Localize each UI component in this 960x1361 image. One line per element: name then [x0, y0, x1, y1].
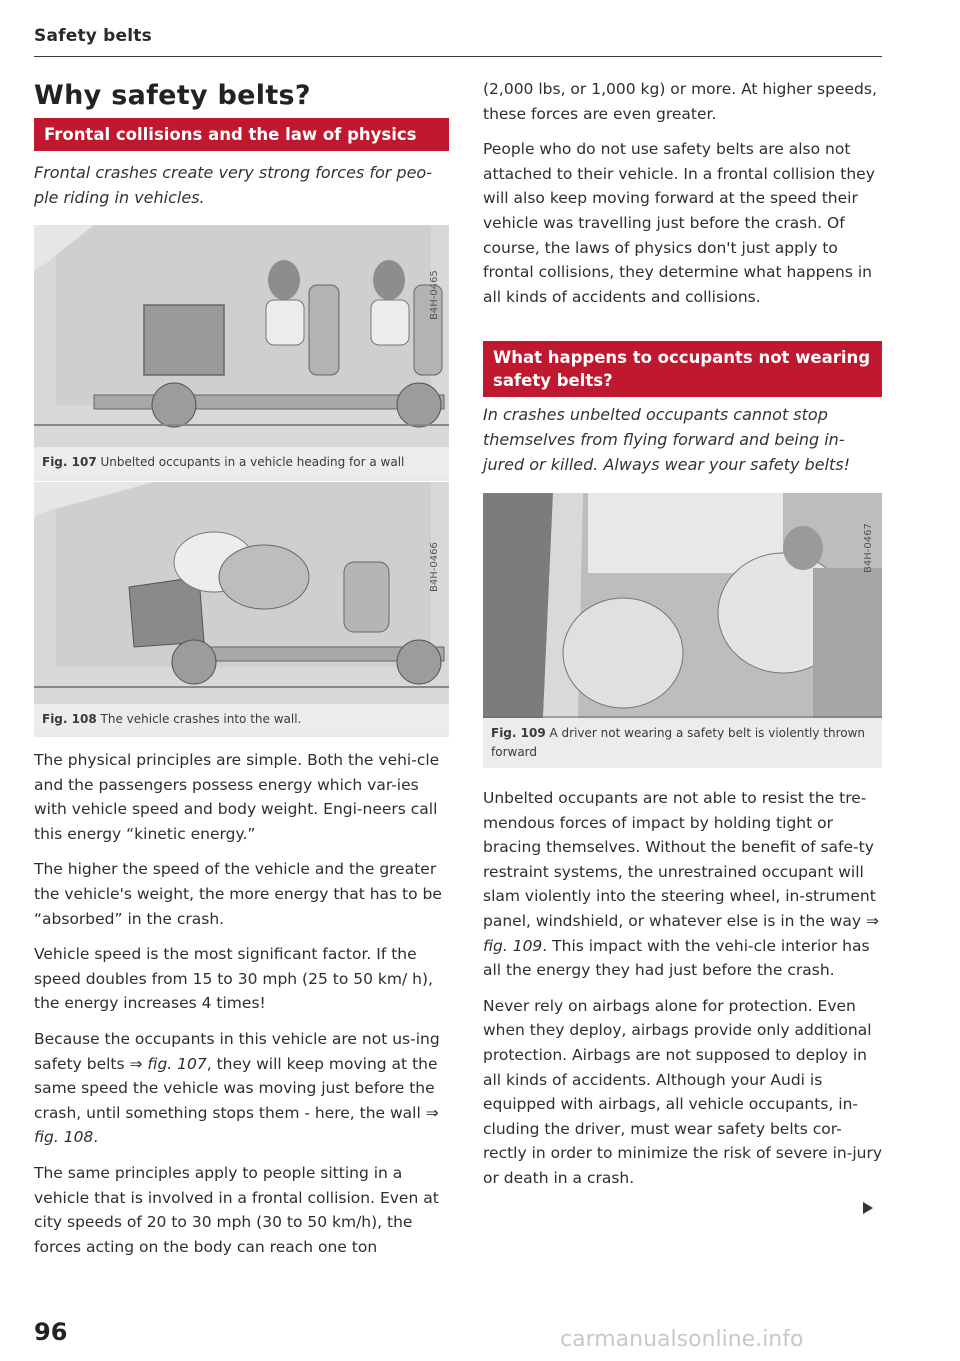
lead-frontal: Frontal crashes create very strong forces for peo-ple riding in vehicles. [34, 163, 432, 207]
fig108-caption-block [34, 704, 449, 735]
fig108-code: B4H-0466 [429, 542, 440, 592]
bar-frontal-collisions: Frontal collisions and the law of physics [34, 118, 449, 151]
fig107-number: Fig. 107 [42, 455, 97, 469]
figure-107 [34, 225, 449, 481]
paragraph-force-continued: (2,000 lbs, or 1,000 kg) or more. At higher speeds, these forces are even greater. [483, 80, 877, 123]
fig108-caption: The vehicle crashes into the wall. [100, 712, 302, 726]
fig107-caption-block [34, 447, 449, 478]
fig107-code: B4H-0465 [429, 270, 440, 320]
right-body-top [483, 77, 883, 309]
paragraph-speed-factor: Vehicle speed is the most significant factor. If the speed doubles from 15 to 30 mph (25 to 50 km/ h), the energy increases 4 times! [34, 945, 433, 1013]
fig108-number: Fig. 108 [42, 712, 97, 726]
fig109-caption: A driver not wearing a safety belt is violently thrown forward [491, 726, 866, 759]
ref-fig108-link[interactable]: ⇒ fig. 108 [34, 1103, 439, 1147]
watermark: carmanualsonline.info [560, 1327, 804, 1352]
paragraph-unbelted-part1: Unbelted occupants are not able to resist the tre-mendous forces of impact by holding tight or bracing themselves. Without the benefit of safe-ty restraint systems, the unrestrained occupant will slam violently into the steering wheel, in-strument panel, windshield, or whatever else is in the way [483, 789, 876, 930]
fig107-caption: Unbelted occupants in a vehicle heading for a wall [100, 455, 405, 469]
paragraph-physics: The physical principles are simple. Both the vehi-cle and the passengers possess energy which var-ies with vehicle speed and body weight. Engi-neers call this energy “kinetic energy.” [34, 751, 440, 843]
paragraph-not-attached: People who do not use safety belts are also not attached to their vehicle. In a frontal collision they will also keep moving forward at the speed their vehicle was travelling just before the crash. Of course, the laws of physics don't just apply to frontal collisions, they determine what happens in all kinds of accidents and collisions. [483, 140, 875, 306]
paragraph-occupants [34, 1027, 449, 1150]
section-header: Safety belts [34, 26, 882, 57]
paragraph-unbelted-resist [483, 786, 883, 983]
right-body-bottom [483, 786, 883, 1191]
fig109-code: B4H-0467 [863, 523, 874, 573]
figure-108 [34, 482, 449, 737]
fig109-number: Fig. 109 [491, 726, 546, 740]
paragraph-occupants-part2: , they will keep moving at the same speed the vehicle was moving just before the crash, until something stops them - here, the wall [34, 1054, 438, 1122]
paragraph-principles: The same principles apply to people sitting in a vehicle that is involved in a frontal collision. Even at city speeds of 20 to 30 mph (30 to 50 km/h), the forces acting on the body can reach one ton [34, 1163, 439, 1256]
ref-fig109-link[interactable]: ⇒ fig. 109 [483, 911, 880, 955]
page-title: Why safety belts? [34, 80, 311, 111]
paragraph-airbags: Never rely on airbags alone for protection. Even when they deploy, airbags provide only additional protection. Airbags are not supposed to deploy in all kinds of accidents. Although your Audi is equipped with airbags, all vehicle occupants, in-cluding the driver, must wear safety belts cor-rectly in order to minimize the risk of severe in-jury or death in a crash. [483, 996, 883, 1187]
ref-fig107-link[interactable]: ⇒ fig. 107 [129, 1054, 207, 1073]
paragraph-unbelted-part2: . This impact with the vehi-cle interior has all the energy they had just before the crash. [483, 936, 870, 980]
paragraph-occupants-part3: . [93, 1128, 99, 1147]
left-body-text [34, 748, 449, 1259]
fig107-illustration [34, 225, 449, 447]
fig109-illustration [483, 493, 882, 718]
continue-arrow-icon [863, 1202, 873, 1214]
lead-unbelted: In crashes unbelted occupants cannot stop themselves from flying forward and being in-jured or killed. Always wear your safety belts! [483, 405, 851, 474]
page-number: 96 [34, 1318, 68, 1346]
bar-unbelted-occupants: What happens to occupants not wearing safety belts? [483, 341, 882, 397]
paragraph-speed-weight: The higher the speed of the vehicle and the greater the vehicle's weight, the more energy that has to be “absorbed” in the crash. [34, 860, 442, 928]
fig109-caption-block [483, 718, 882, 768]
fig108-illustration [34, 482, 449, 704]
figure-109 [483, 493, 882, 763]
paragraph-occupants-part1: Because the occupants in this vehicle are not us-ing safety belts [34, 1029, 440, 1073]
